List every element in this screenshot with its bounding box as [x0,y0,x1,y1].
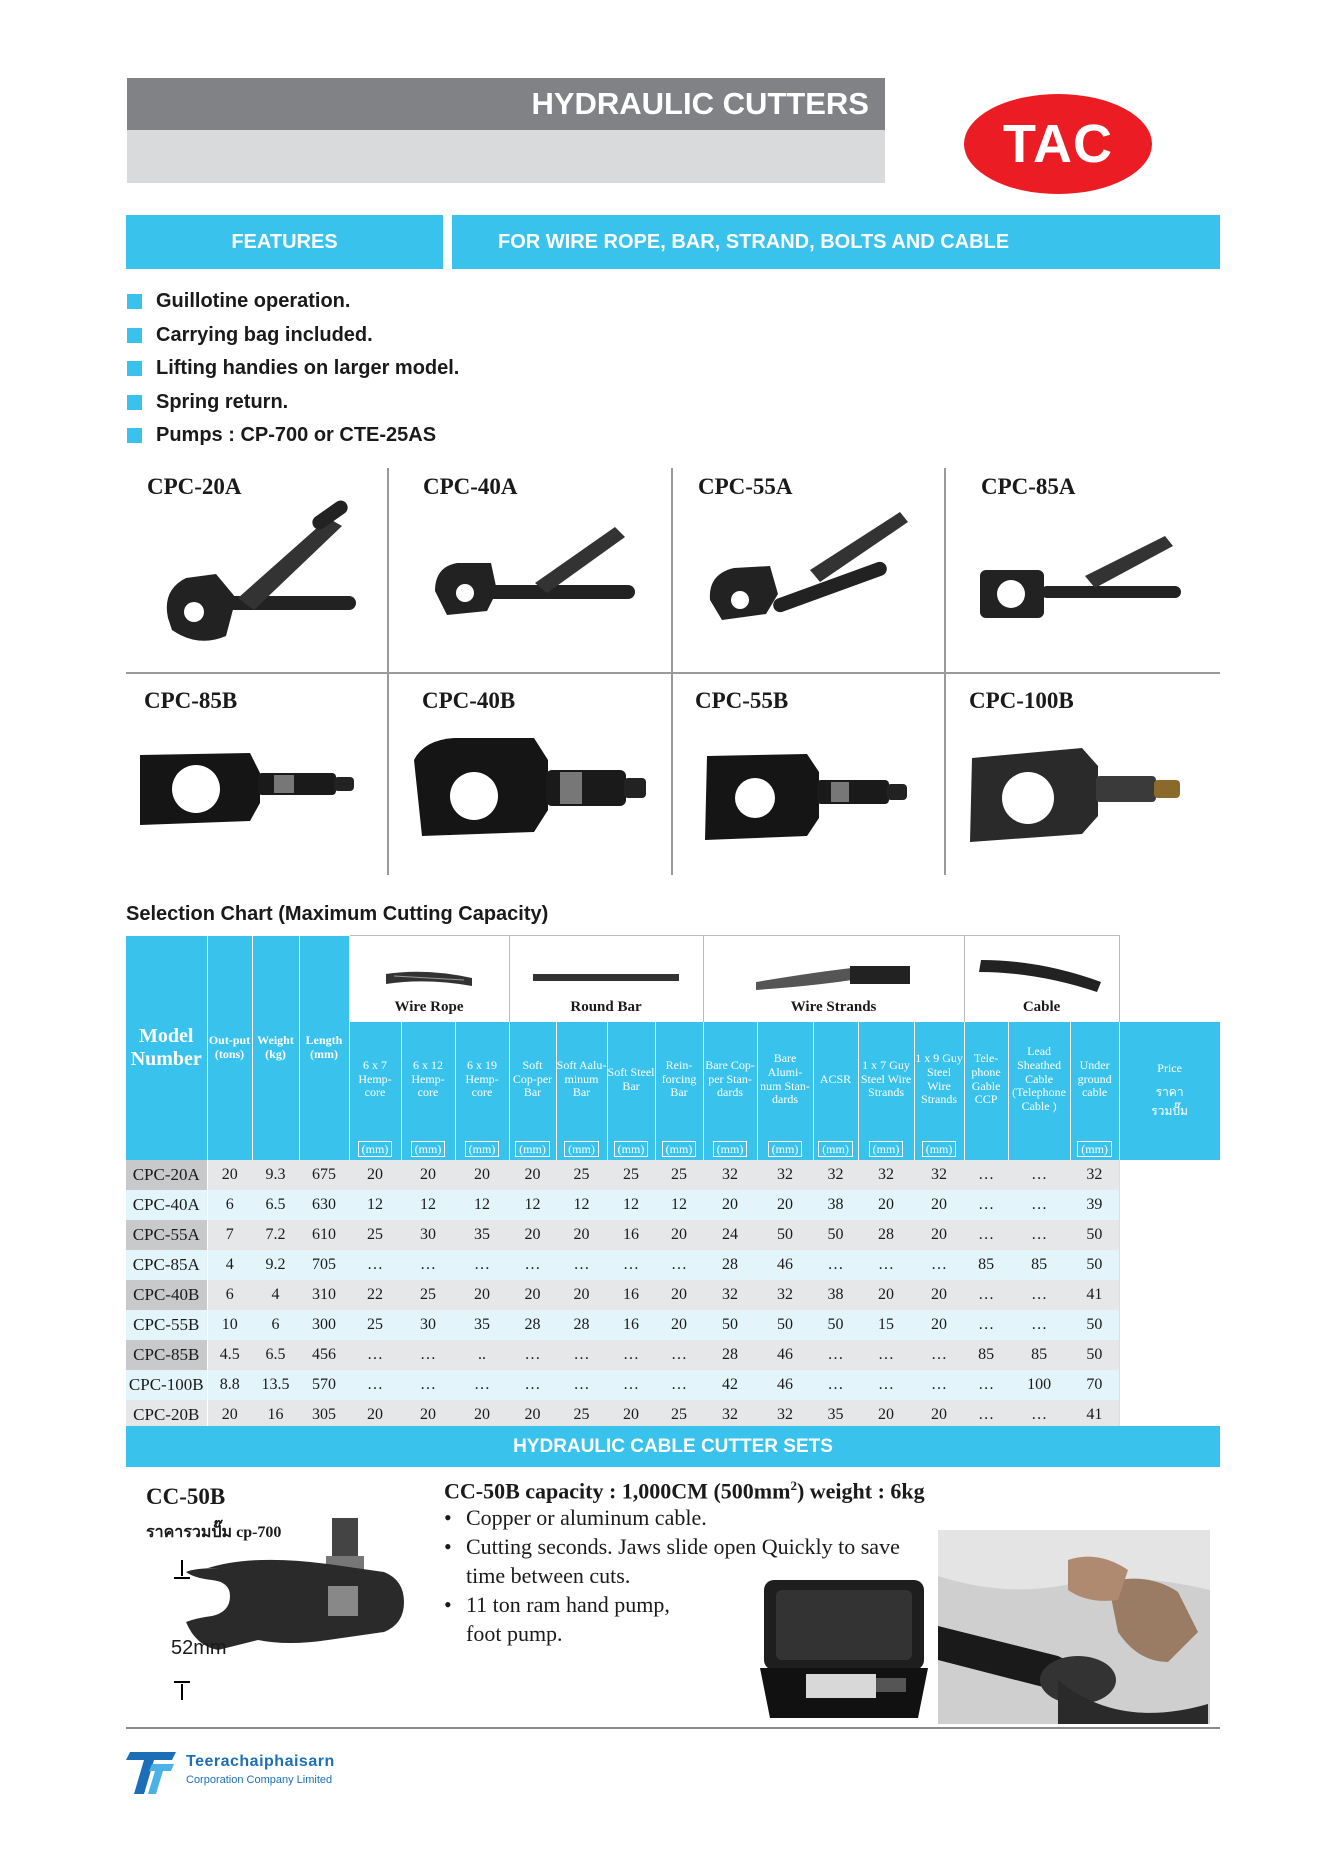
value-cell: … [914,1370,964,1400]
value-cell: 38 [813,1280,858,1310]
cutter-image [700,500,915,635]
value-cell: … [914,1340,964,1370]
value-cell: 30 [401,1220,455,1250]
col-header: Soft Steel Bar [607,1022,655,1138]
value-cell: 30 [401,1310,455,1340]
value-cell: 50 [757,1220,813,1250]
value-cell: 32 [757,1160,813,1190]
value-cell: 85 [1008,1250,1070,1280]
applications-tab: FOR WIRE ROPE, BAR, STRAND, BOLTS AND CABLE [452,215,1220,269]
value-cell: … [455,1370,509,1400]
product-label: CPC-85B [144,688,238,713]
price-header: Price ราคา รวมปั๊ม [1119,1022,1220,1160]
footer-divider [126,1727,1220,1729]
value-cell: 6.5 [252,1340,299,1370]
dimension-label: 52mm [171,1637,227,1659]
value-cell: 300 [299,1310,349,1340]
col-header: 1 x 7 Guy Steel Wire Strands [858,1022,914,1138]
model-cell: CPC-20A [126,1160,207,1190]
value-cell: 28 [703,1340,757,1370]
product-label: CPC-40B [422,688,516,713]
page-title: HYDRAULIC CUTTERS [531,86,869,121]
value-cell: 70 [1070,1370,1119,1400]
value-cell: 20 [914,1400,964,1430]
value-cell: 85 [1008,1340,1070,1370]
value-cell: 50 [1070,1310,1119,1340]
feature-item: Spring return. [127,386,459,420]
value-cell: 12 [401,1190,455,1220]
value-cell: … [858,1370,914,1400]
value-cell: 15 [858,1310,914,1340]
col-header: Bare Alumi-num Stan-dards [757,1022,813,1138]
set-bullet: • Copper or aluminum cable. [444,1503,904,1532]
price-cell [1119,1310,1220,1340]
value-cell: … [556,1250,607,1280]
value-cell: 610 [299,1220,349,1250]
value-cell: 20 [556,1220,607,1250]
value-cell: 39 [1070,1190,1119,1220]
value-cell: 25 [556,1400,607,1430]
model-cell: CPC-20B [126,1400,207,1430]
col-header: Soft Aalu-minum Bar [556,1022,607,1138]
value-cell: 20 [349,1160,401,1190]
table-row [126,1250,1220,1280]
value-cell: … [1008,1220,1070,1250]
wire-rope-group: Wire Rope [349,936,509,1022]
value-cell: 38 [813,1190,858,1220]
value-cell: 20 [914,1280,964,1310]
value-cell: 20 [455,1280,509,1310]
cable-group: Cable [964,936,1119,1022]
col-header: 6 x 7 Hemp-core [349,1022,401,1138]
value-cell: 310 [299,1280,349,1310]
round-bar-icon [531,964,681,994]
selection-chart-title: Selection Chart (Maximum Cutting Capacity) [126,903,549,925]
value-cell: … [813,1370,858,1400]
table-row [126,1400,1220,1430]
model-cell: CPC-85A [126,1250,207,1280]
price-cell [1119,1400,1220,1430]
value-cell: … [1008,1160,1070,1190]
round-bar-group: Round Bar [509,936,703,1022]
value-cell: 85 [964,1250,1008,1280]
value-cell: 12 [455,1190,509,1220]
feature-item: Carrying bag included. [127,319,459,353]
col-header: Under ground cable [1070,1022,1119,1138]
value-cell: … [964,1310,1008,1340]
value-cell: 46 [757,1250,813,1280]
value-cell: 50 [757,1310,813,1340]
value-cell: 41 [1070,1400,1119,1430]
value-cell: … [349,1370,401,1400]
bullet-square-icon [127,395,142,410]
set-price-note: ราคารวมปั๊ม cp-700 [146,1524,282,1541]
table-row [126,1220,1220,1250]
wire-strands-group: Wire Strands [703,936,964,1022]
value-cell: 35 [455,1220,509,1250]
company-logo-icon [126,1748,182,1798]
value-cell: 20 [858,1400,914,1430]
value-cell: 20 [509,1280,556,1310]
feature-item: Lifting handies on larger model. [127,352,459,386]
col-header: Soft Cop-per Bar [509,1022,556,1138]
table-row [126,1190,1220,1220]
table-row [126,1310,1220,1340]
value-cell: 50 [1070,1220,1119,1250]
value-cell: 50 [1070,1340,1119,1370]
value-cell: … [509,1370,556,1400]
value-cell: … [556,1340,607,1370]
value-cell: 46 [757,1370,813,1400]
value-cell: 28 [556,1310,607,1340]
value-cell: 6 [252,1310,299,1340]
set-model-label: CC-50B [146,1484,226,1509]
value-cell: 32 [813,1160,858,1190]
value-cell: … [655,1370,703,1400]
value-cell: … [964,1280,1008,1310]
value-cell: 32 [703,1400,757,1430]
value-cell: 20 [455,1400,509,1430]
price-cell [1119,1340,1220,1370]
value-cell: … [401,1340,455,1370]
value-cell: 85 [964,1340,1008,1370]
value-cell: 16 [607,1280,655,1310]
value-cell: … [509,1250,556,1280]
value-cell: 7.2 [252,1220,299,1250]
value-cell: 42 [703,1370,757,1400]
value-cell: 28 [509,1310,556,1340]
value-cell: 6 [207,1190,252,1220]
price-cell [1119,1280,1220,1310]
value-cell: 8.8 [207,1370,252,1400]
value-cell: 4.5 [207,1340,252,1370]
cutter-sets-bar: HYDRAULIC CABLE CUTTER SETS [126,1426,1220,1467]
value-cell: … [964,1400,1008,1430]
value-cell: 12 [509,1190,556,1220]
value-cell: 32 [858,1160,914,1190]
value-cell: 20 [401,1400,455,1430]
value-cell: 630 [299,1190,349,1220]
value-cell: … [964,1370,1008,1400]
value-cell: 20 [509,1400,556,1430]
product-label: CPC-85A [981,474,1076,499]
value-cell: 456 [299,1340,349,1370]
price-cell [1119,1250,1220,1280]
value-cell: 20 [703,1190,757,1220]
value-cell: 20 [349,1400,401,1430]
value-cell: 305 [299,1400,349,1430]
value-cell: 50 [1070,1250,1119,1280]
value-cell: 16 [607,1310,655,1340]
features-list [127,285,459,453]
company-subtitle: Corporation Company Limited [186,1774,333,1786]
value-cell: 32 [757,1400,813,1430]
value-cell: 20 [914,1190,964,1220]
value-cell: 25 [607,1160,655,1190]
value-cell: 7 [207,1220,252,1250]
price-cell [1119,1370,1220,1400]
value-cell: 20 [207,1400,252,1430]
col-header: 1 x 9 Guy Steel Wire Strands [914,1022,964,1138]
model-cell: CPC-100B [126,1370,207,1400]
value-cell: 20 [914,1310,964,1340]
set-bullet: • 11 ton ram hand pump, foot pump. [444,1590,704,1648]
value-cell: 4 [252,1280,299,1310]
model-cell: CPC-55A [126,1220,207,1250]
model-cell: CPC-55B [126,1310,207,1340]
value-cell: … [607,1340,655,1370]
cc50b-image [160,1516,420,1701]
value-cell: 32 [703,1280,757,1310]
value-cell: … [914,1250,964,1280]
value-cell: 50 [703,1310,757,1340]
value-cell: 20 [858,1190,914,1220]
product-label: CPC-100B [969,688,1074,713]
company-name: Teerachaiphaisarn [186,1753,335,1770]
value-cell: 675 [299,1160,349,1190]
cutter-image [160,500,360,650]
model-cell: CPC-85B [126,1340,207,1370]
value-cell: 20 [655,1310,703,1340]
value-cell: … [813,1250,858,1280]
value-cell: … [1008,1400,1070,1430]
value-cell: … [1008,1280,1070,1310]
bullet-square-icon [127,428,142,443]
header-subbar [127,130,885,183]
value-cell: … [964,1190,1008,1220]
cable-icon [977,954,1107,994]
value-cell: 20 [858,1280,914,1310]
bullet-square-icon [127,294,142,309]
features-tab: FEATURES [126,215,443,269]
value-cell: 16 [252,1400,299,1430]
price-cell [1119,1190,1220,1220]
value-cell: .. [455,1340,509,1370]
value-cell: 20 [509,1220,556,1250]
bullet-square-icon [127,328,142,343]
value-cell: 20 [655,1280,703,1310]
col-header: Rein-forcing Bar [655,1022,703,1138]
wire-strand-icon [754,960,914,994]
product-label: CPC-55B [695,688,789,713]
cutter-head-image [140,735,360,845]
cutter-image [425,505,645,635]
value-cell: … [655,1250,703,1280]
value-cell: 46 [757,1340,813,1370]
wire-rope-icon [384,964,474,994]
value-cell: 705 [299,1250,349,1280]
value-cell: 22 [349,1280,401,1310]
value-cell: … [509,1340,556,1370]
value-cell: 12 [655,1190,703,1220]
value-cell: 6 [207,1280,252,1310]
value-cell: … [655,1340,703,1370]
table-row [126,1280,1220,1310]
set-bullet: • Cutting seconds. Jaws slide open Quickly to save time between cuts. [444,1532,904,1590]
cutter-head-image [705,740,915,850]
value-cell: 10 [207,1310,252,1340]
value-cell: 25 [349,1220,401,1250]
value-cell: … [964,1220,1008,1250]
value-cell: 20 [509,1160,556,1190]
value-cell: 20 [757,1190,813,1220]
value-cell: … [1008,1190,1070,1220]
feature-item: Guillotine operation. [127,285,459,319]
value-cell: 12 [556,1190,607,1220]
col-header: 6 x 12 Hemp-core [401,1022,455,1138]
value-cell: … [858,1250,914,1280]
value-cell: 9.3 [252,1160,299,1190]
cutter-image [975,520,1185,630]
value-cell: 100 [1008,1370,1070,1400]
value-cell: 32 [703,1160,757,1190]
value-cell: 25 [655,1160,703,1190]
value-cell: … [556,1370,607,1400]
table-row [126,1160,1220,1190]
value-cell: 32 [757,1280,813,1310]
value-cell: … [455,1250,509,1280]
set-capacity: CC-50B capacity : 1,000CM $(500mm^2)$ weight : 6kg [444,1478,925,1504]
model-cell: CPC-40A [126,1190,207,1220]
value-cell: … [349,1250,401,1280]
value-cell: … [607,1370,655,1400]
value-cell: 16 [607,1220,655,1250]
value-cell: 12 [607,1190,655,1220]
value-cell: … [1008,1310,1070,1340]
table-row [126,1370,1220,1400]
value-cell: 25 [349,1310,401,1340]
tac-logo: TAC [964,94,1152,194]
weight-header: Weight (kg) [252,936,299,1160]
carry-case-image [756,1578,932,1722]
model-number-header: Model Number [126,936,207,1160]
col-header: Bare Cop-per Stan-dards [703,1022,757,1138]
value-cell: 20 [455,1160,509,1190]
col-header: Tele-phone Gable CCP [964,1022,1008,1138]
cutter-head-image [970,730,1190,855]
col-header: ACSR [813,1022,858,1138]
product-label: CPC-40A [423,474,518,499]
value-cell: 24 [703,1220,757,1250]
value-cell: 25 [401,1280,455,1310]
value-cell: 50 [813,1220,858,1250]
value-cell: … [607,1250,655,1280]
product-label: CPC-55A [698,474,793,499]
price-cell [1119,1220,1220,1250]
col-header: 6 x 19 Hemp-core [455,1022,509,1138]
value-cell: 25 [556,1160,607,1190]
value-cell: 35 [455,1310,509,1340]
selection-table: Model Number Out-put (tons) Weight (kg) Length (mm) Wire Rope Round Bar Wire Strands Cable 6 x 7 Hemp-core 6 x 12 Hemp-core 6 x 19 Hemp-core Soft Cop-per Bar Soft Aalu-minum Bar Soft Steel Bar Rein-forcing Bar Bare Cop-per Stan-dards Bare Alumi-num Stan-dards ACSR 1 x 7 Guy Steel Wire Strands 1 x 9 Guy Steel Wire Strands Tele-phone Gable CCP Lead Sheathed Cable (Telephone Cable ) Under ground cable Price ราคา รวมปั๊ม (mm) (mm) (mm) (mm) (mm) (mm) (mm) (mm) (mm) (mm) (mm) (mm) (mm) CPC-20A 20 9.3 675 20 20 20 20 25 25 25 32 32 32 32 32 … … 32 CPC-40A 6 6.5 630 12 12 12 12 12 12 12 20 20 38 20 20 … … 39 CPC-55A 7 7.2 610 25 30 35 20 20 16 20 24 50 50 28 20 … … 50 CPC-85A 4 9.2 705 … … … … … … … 28 46 … … … 85 85 50 CPC-40B 6 4 310 22 25 20 20 20 16 20 32 32 38 20 20 … … 41 CPC-55B 10 6 300 25 30 35 28 28 16 20 50 50 50 15 20 … … 50 CPC-85B 4.5 6.5 456 … … .. … … … … 28 46 … … … 85 85 50 CPC-100B 8.8 13.5 570 … … … … … … … 42 46 … … … … 100 70 CPC-20B 20 16 305 20 20 20 20 25 20 25 32 32 35 20 20 … … 41 [126,935,1221,1430]
bullet-square-icon [127,361,142,376]
value-cell: 20 [207,1160,252,1190]
value-cell: … [813,1340,858,1370]
table-row [126,1340,1220,1370]
value-cell: 32 [914,1160,964,1190]
product-label: CPC-20A [147,474,242,499]
value-cell: 41 [1070,1280,1119,1310]
model-cell: CPC-40B [126,1280,207,1310]
value-cell: 32 [1070,1160,1119,1190]
price-cell [1119,1160,1220,1190]
value-cell: … [401,1250,455,1280]
col-header: Lead Sheathed Cable (Telephone Cable ) [1008,1022,1070,1138]
value-cell: 20 [914,1220,964,1250]
cutter-head-image [410,730,650,850]
in-use-photo [938,1530,1210,1724]
value-cell: … [858,1340,914,1370]
value-cell: 4 [207,1250,252,1280]
value-cell: 20 [655,1220,703,1250]
output-header: Out-put (tons) [207,936,252,1160]
value-cell: 13.5 [252,1370,299,1400]
value-cell: 6.5 [252,1190,299,1220]
value-cell: … [349,1340,401,1370]
value-cell: 9.2 [252,1250,299,1280]
value-cell: 28 [703,1250,757,1280]
value-cell: 20 [401,1160,455,1190]
feature-item: Pumps : CP-700 or CTE-25AS [127,419,459,453]
value-cell: 50 [813,1310,858,1340]
value-cell: 25 [655,1400,703,1430]
value-cell: 570 [299,1370,349,1400]
value-cell: 20 [607,1400,655,1430]
value-cell: 28 [858,1220,914,1250]
value-cell: 20 [556,1280,607,1310]
value-cell: … [964,1160,1008,1190]
value-cell: … [401,1370,455,1400]
value-cell: 35 [813,1400,858,1430]
value-cell: 12 [349,1190,401,1220]
length-header: Length (mm) [299,936,349,1160]
